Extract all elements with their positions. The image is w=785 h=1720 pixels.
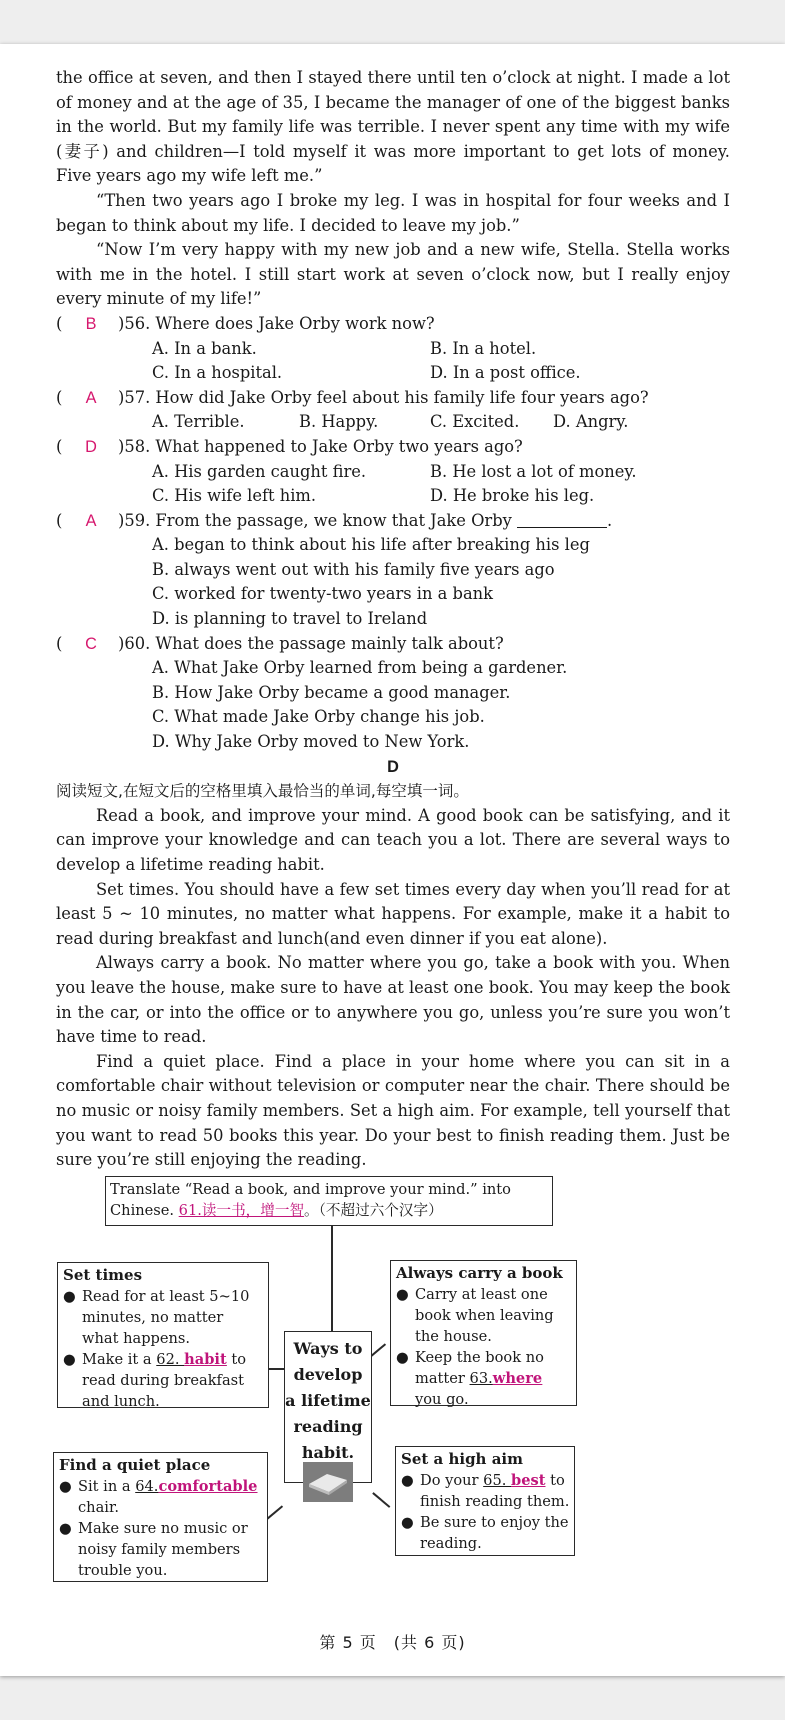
answer-blank[interactable] (517, 513, 607, 528)
option: D. Why Jake Orby moved to New York. (152, 732, 470, 752)
translate-note: 。（不超过六个汉字） (304, 1202, 443, 1219)
options-row (56, 484, 730, 509)
options-row (56, 705, 730, 730)
question-56 (56, 312, 730, 337)
answer-64: 64.comfortable (135, 1478, 258, 1495)
center-line: habit. (301, 1443, 355, 1462)
bullet-icon: ● (396, 1349, 409, 1366)
box-title: Set a high aim (401, 1450, 523, 1468)
list-item: ● Read for at least 5~10 minutes, no matter what happens. (63, 1288, 250, 1347)
section-title: D (387, 757, 399, 776)
option: B. Happy. (299, 412, 379, 432)
connector-line (372, 1492, 390, 1507)
question-stem: )58. What happened to Jake Orby two years ago? (118, 436, 523, 456)
carry-book-box (390, 1260, 577, 1406)
passage-d-paragraph: Set times. You should have a few set times every day when you’ll read for at least 5 ~ 10 minutes, no matter what happens. For example, make it a habit to read during breakfast and lunch(and even dinner if you eat alone). (56, 879, 730, 948)
options-row (56, 460, 730, 485)
option: C. Excited. (430, 412, 520, 432)
paren-open: ( (56, 436, 63, 456)
passage-c-paragraph: “Now I’m very happy with my new job and a new wife, Stella. Stella works with me in the hotel. I still start work at seven o’clock now, but I really enjoy every minute of my life!” (56, 240, 730, 309)
question-stem: )57. How did Jake Orby feel about his family life four years ago? (118, 387, 649, 407)
list-item: ● Keep the book no matter 63.where you go. (396, 1349, 544, 1408)
passage-d-paragraph: Find a quiet place. Find a place in your home where you can sit in a comfortable chair without television or computer near the chair. There should be no music or noisy family members. Set a high aim. For example, tell yourself that you want to read 50 books this year. Do your best to finish reading them. Just be sure you’re still enjoying the reading. (56, 1051, 730, 1170)
passage-c-paragraph: “Then two years ago I broke my leg. I was in hospital for four weeks and I began to think about my life. I decided to leave my job.” (56, 190, 730, 235)
high-aim-box (395, 1446, 575, 1556)
paren-open: ( (56, 633, 63, 653)
options-row (56, 582, 730, 607)
list-item: ● Carry at least one book when leaving the house. (396, 1286, 554, 1345)
answer-letter: D (85, 437, 97, 456)
answer-61: 61.读一书，增一智 (178, 1202, 305, 1219)
document-body (56, 66, 730, 1173)
options-row (56, 730, 730, 755)
option: A. In a bank. (152, 338, 257, 358)
connector-line (268, 1368, 284, 1370)
question-57 (56, 386, 730, 411)
option: A. What Jake Orby learned from being a gardener. (152, 658, 568, 678)
section-instruction: 阅读短文,在短文后的空格里填入最恰当的单词,每空填一词。 (56, 782, 469, 801)
options-row (56, 337, 730, 362)
options-row (56, 533, 730, 558)
question-stem: )56. Where does Jake Orby work now? (118, 313, 435, 333)
center-line: Ways to (293, 1339, 363, 1358)
end-punct: . (607, 510, 613, 530)
question-58 (56, 435, 730, 460)
bullet-icon: ● (401, 1514, 414, 1531)
options-row (56, 410, 730, 435)
question-stem: )59. From the passage, we know that Jake Orby (118, 510, 512, 530)
quiet-place-box (53, 1452, 268, 1582)
option: C. worked for twenty-two years in a bank (152, 584, 494, 604)
question-stem: )60. What does the passage mainly talk about? (118, 633, 504, 653)
option: D. Angry. (553, 412, 629, 432)
option: D. In a post office. (430, 363, 581, 383)
options-row (56, 607, 730, 632)
options-row (56, 656, 730, 681)
list-item: ● Make it a 62. habit to read during breakfast and lunch. (63, 1351, 246, 1410)
option: C. His wife left him. (152, 486, 317, 506)
option: A. began to think about his life after breaking his leg (152, 535, 590, 555)
passage-d-paragraph: Always carry a book. No matter where you go, take a book with you. When you leave the house, make sure to have at least one book. You may keep the book in the car, or into the office or to anywhere you go, unless you’re sure you won’t have time to read. (56, 953, 730, 1047)
list-item: ● Do your 65. best to finish reading them. (401, 1472, 570, 1510)
answer-letter: B (85, 314, 97, 333)
option: D. He broke his leg. (430, 486, 595, 506)
bullet-icon: ● (401, 1472, 414, 1489)
list-item: ● Be sure to enjoy the reading. (401, 1514, 569, 1552)
center-topic-box (284, 1331, 372, 1483)
options-row (56, 361, 730, 386)
box-title: Always carry a book (396, 1264, 563, 1282)
box-title: Set times (63, 1266, 143, 1284)
bullet-icon: ● (63, 1288, 76, 1305)
list-item: ● Sit in a 64.comfortable chair. (59, 1478, 258, 1516)
option: C. In a hospital. (152, 363, 283, 383)
option: B. He lost a lot of money. (430, 461, 637, 481)
option: B. In a hotel. (430, 338, 537, 358)
option: B. How Jake Orby became a good manager. (152, 682, 511, 702)
bullet-icon: ● (396, 1286, 409, 1303)
paren-open: ( (56, 510, 63, 530)
option: D. is planning to travel to Ireland (152, 609, 428, 629)
answer-letter: A (85, 511, 97, 530)
passage-d-paragraph: Read a book, and improve your mind. A good book can be satisfying, and it can improve your knowledge and can teach you a lot. There are several ways to develop a lifetime reading habit. (56, 805, 730, 874)
page-number: 第 5 页 (共 6 页) (319, 1633, 466, 1652)
paren-open: ( (56, 313, 63, 333)
answer-letter: C (85, 634, 97, 653)
answer-63: 63.where (469, 1370, 543, 1387)
option: A. His garden caught fire. (152, 461, 367, 481)
center-line: develop (293, 1365, 363, 1384)
option: B. always went out with his family five years ago (152, 559, 555, 579)
translate-box (105, 1176, 553, 1226)
translate-prefix: Chinese. (110, 1202, 179, 1219)
bullet-icon: ● (59, 1520, 72, 1537)
options-row (56, 558, 730, 583)
paren-open: ( (56, 387, 63, 407)
bullet-icon: ● (59, 1478, 72, 1495)
option: A. Terrible. (152, 412, 245, 432)
connector-line (331, 1226, 333, 1332)
passage-c-paragraph: the office at seven, and then I stayed there until ten o’clock at night. I made a lot of money and at the age of 35, I became the manager of one of the biggest banks in the world. But my family life was terrible. I never spent any time with my wife (妻子) and children—I told myself it was more important to get lots of money. Five years ago my wife left me.” (56, 68, 730, 186)
options-row (56, 681, 730, 706)
answer-letter: A (85, 388, 97, 407)
center-line: reading (293, 1417, 363, 1436)
center-line: a lifetime (285, 1391, 371, 1410)
question-60 (56, 632, 730, 657)
list-item: ● Make sure no music or noisy family members trouble you. (59, 1520, 248, 1579)
set-times-box (57, 1262, 269, 1408)
mind-map (55, 1176, 585, 1596)
box-title: Find a quiet place (59, 1456, 211, 1474)
answer-65: 65. best (483, 1472, 546, 1489)
bullet-icon: ● (63, 1351, 76, 1368)
question-59 (56, 509, 730, 534)
connector-line (266, 1505, 282, 1519)
translate-prompt: Translate “Read a book, and improve your mind.” into (110, 1181, 511, 1198)
answer-62: 62. habit (156, 1351, 227, 1368)
book-image-icon (303, 1462, 353, 1502)
option: C. What made Jake Orby change his job. (152, 707, 485, 727)
